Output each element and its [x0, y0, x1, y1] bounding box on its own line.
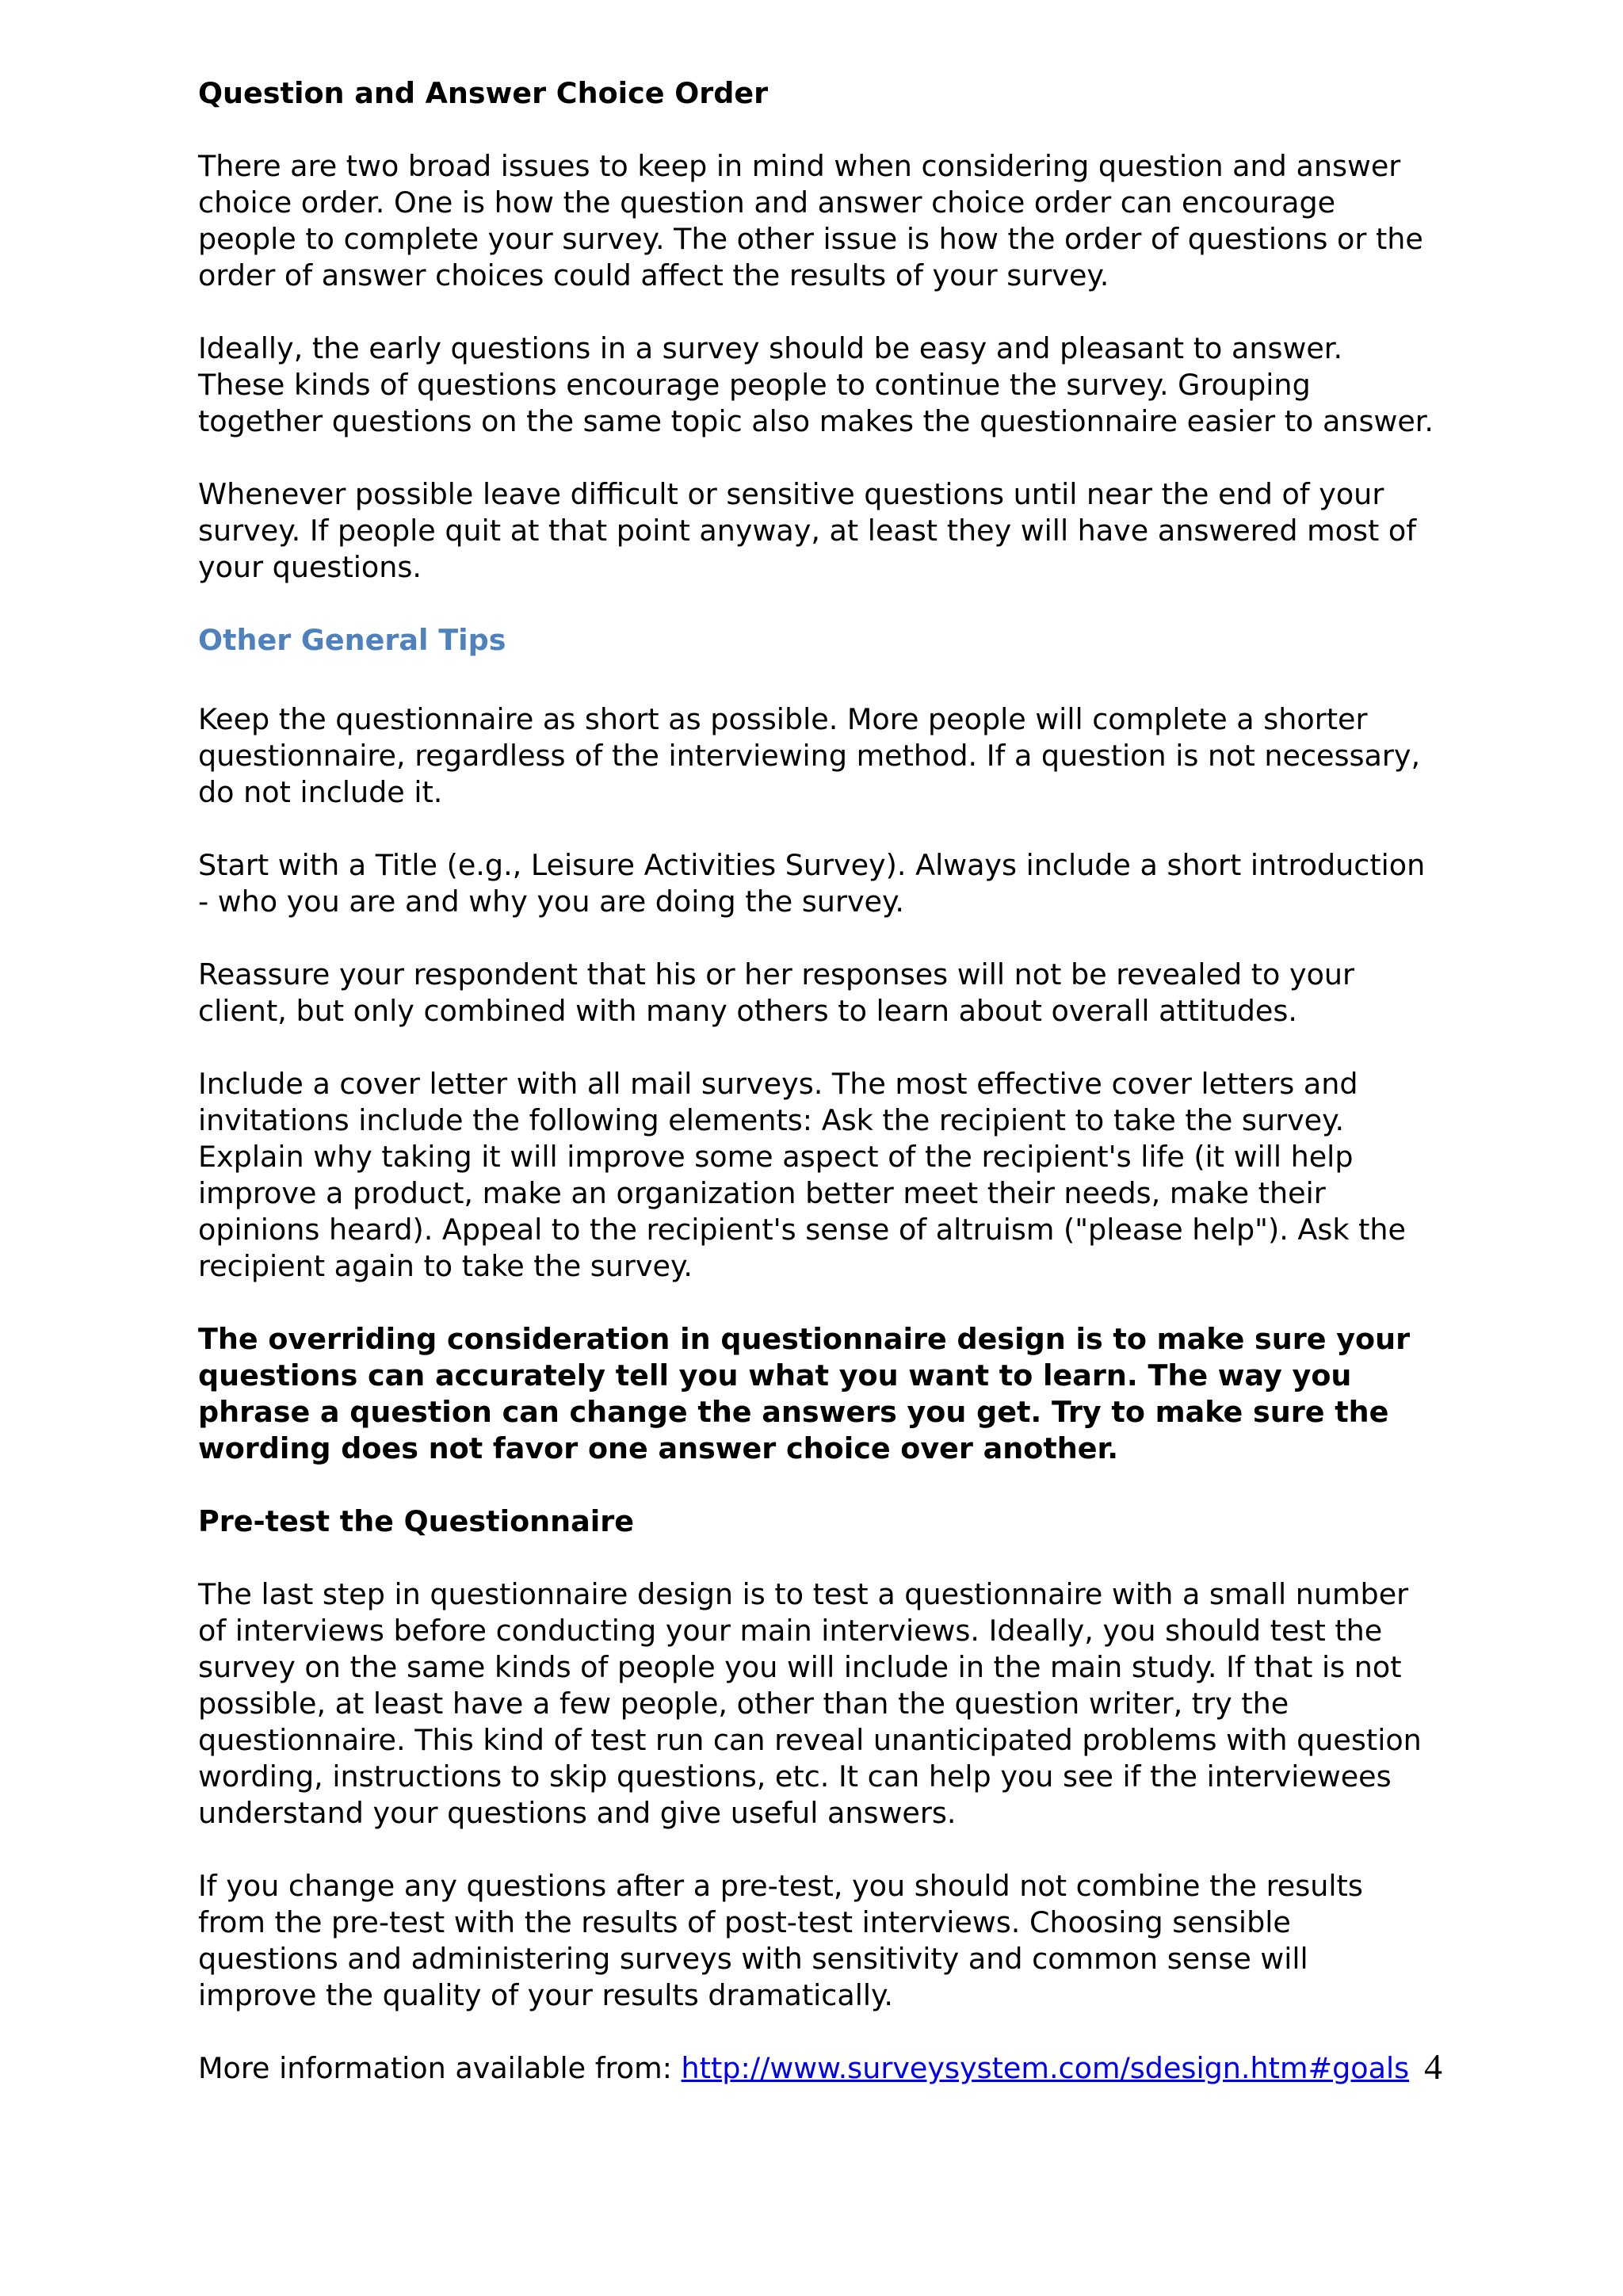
heading-pretest: Pre-test the Questionnaire	[198, 1504, 635, 1538]
paragraph-overriding-consideration: The overriding consideration in questionnaire design is to make sure your questions can accurately tell you what you want to learn. The way you phrase a question can change the answers you get. Try to make sure the wording does not favor one answer choice over another.	[198, 1322, 1411, 1465]
more-information-line	[198, 2050, 1434, 2087]
survey-system-link[interactable]: http://www.surveysystem.com/sdesign.htm#goals	[681, 2051, 1410, 2085]
page-content	[198, 75, 1434, 2123]
paragraph-pretest-2: If you change any questions after a pre-test, you should not combine the results from the pre-test with the results of post-test interviews. Choosing sensible questions and administering surveys with sensitivity and common sense will improve the quality of your results dramatically.	[198, 1869, 1363, 2012]
paragraph-tips-2: Start with a Title (e.g., Leisure Activities Survey). Always include a short introduction - who you are and why you are doing the survey.	[198, 848, 1426, 919]
paragraph-tips-1: Keep the questionnaire as short as possible. More people will complete a shorter questionnaire, regardless of the interviewing method. If a question is not necessary, do not include it.	[198, 702, 1421, 809]
paragraph-order-2: Ideally, the early questions in a survey should be easy and pleasant to answer. These kinds of questions encourage people to continue the survey. Grouping together questions on the same topic also makes the questionnaire easier to answer.	[198, 331, 1434, 438]
paragraph-order-1: There are two broad issues to keep in mind when considering question and answer choice order. One is how the question and answer choice order can encourage people to complete your survey. The other issue is how the order of questions or the order of answer choices could affect the results of your survey.	[198, 149, 1423, 292]
paragraph-order-3: Whenever possible leave difficult or sensitive questions until near the end of your survey. If people quit at that point anyway, at least they will have answered most of your questions.	[198, 477, 1417, 584]
heading-question-order: Question and Answer Choice Order	[198, 76, 769, 110]
paragraph-pretest-1: The last step in questionnaire design is to test a questionnaire with a small number of interviews before conducting your main interviews. Ideally, you should test the survey on the same kinds of people you will include in the main study. If that is not possible, at least have a few people, other than the question writer, try the questionnaire. This kind of test run can reveal unanticipated problems with question wording, instructions to skip questions, etc. It can help you see if the interviewees understand your questions and give useful answers.	[198, 1577, 1422, 1830]
heading-other-general-tips: Other General Tips	[198, 623, 506, 657]
paragraph-tips-4: Include a cover letter with all mail surveys. The most effective cover letters and invitations include the following elements: Ask the recipient to take the survey. Explain why taking it will improve some aspect of the recipient's life (it will help improve a product, make an organization better meet their needs, make their opinions heard). Appeal to the recipient's sense of altruism ("please help"). Ask the recipient again to take the survey.	[198, 1067, 1407, 1283]
paragraph-tips-3: Reassure your respondent that his or her responses will not be revealed to your client, but only combined with many others to learn about overall attitudes.	[198, 957, 1355, 1028]
page-number: 4	[1424, 2046, 1442, 2087]
more-information-label: More information available from:	[198, 2051, 682, 2085]
